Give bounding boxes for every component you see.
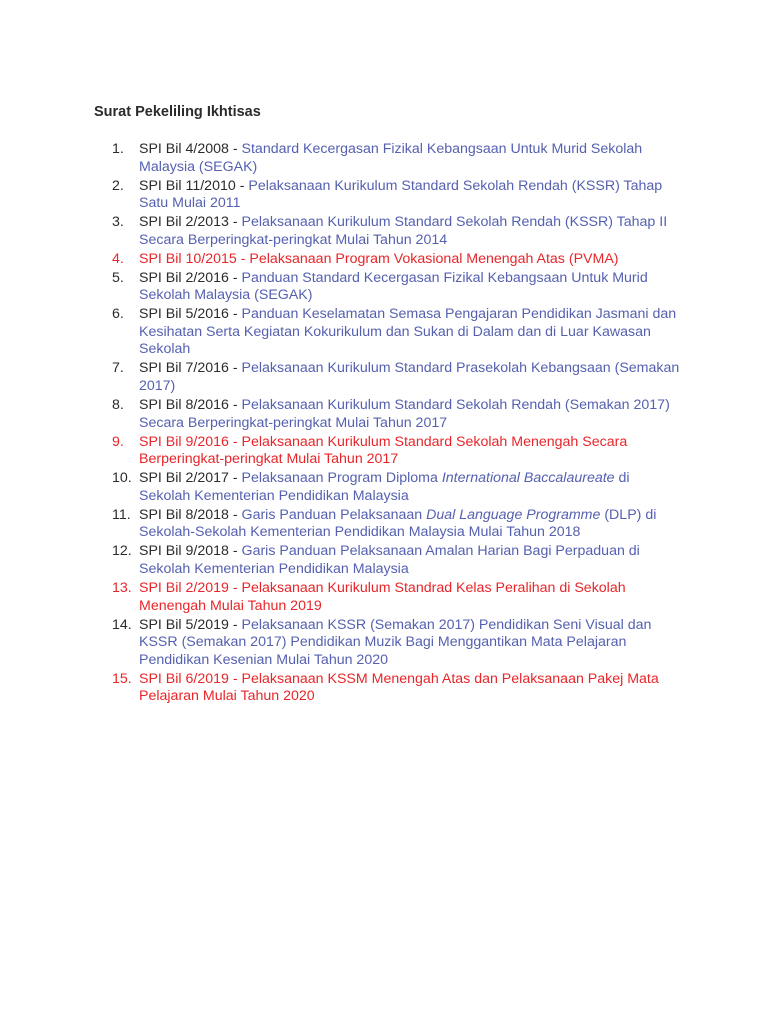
document-title: Surat Pekeliling Ikhtisas [94, 104, 261, 120]
title-text: Pelaksanaan Kurikulum Standard Sekolah Rendah (Semakan 2017) Secara Berperingkat-peringkat Mulai Tahun 2017 [139, 397, 670, 431]
circular-reference: SPI Bil 2/2017 - [139, 470, 242, 487]
circular-list-item [112, 141, 682, 176]
circular-list-item [112, 617, 682, 670]
list-item-number: 10. [112, 470, 132, 487]
list-item-number: 14. [112, 616, 132, 633]
title-text: Garis Panduan Pelaksanaan Amalan Harian Bagi Perpaduan di Sekolah Kementerian Pendidikan Malaysia [139, 543, 640, 577]
circular-list-item [112, 270, 682, 305]
circular-reference: SPI Bil 2/2019 - [139, 579, 242, 596]
italic-term: Dual Language Programme [426, 506, 601, 523]
list-item-number: 1. [112, 141, 124, 157]
title-text: Pelaksanaan KSSM Menengah Atas dan Pelaksanaan Pakej Mata Pelajaran Mulai Tahun 2020 [139, 670, 659, 705]
circular-list-item [112, 507, 682, 542]
circular-reference: SPI Bil 9/2016 - [139, 433, 242, 450]
circular-reference: SPI Bil 6/2019 - [139, 670, 242, 687]
circular-reference: SPI Bil 11/2010 - [139, 177, 249, 194]
title-text: Panduan Keselamatan Semasa Pengajaran Pendidikan Jasmani dan Kesihatan Serta Kegiatan Kokurikulum dan Sukan di Dalam dan di Luar Kawasan Sekolah [139, 306, 677, 358]
circular-reference: SPI Bil 10/2015 - [139, 250, 250, 267]
circular-list-item [112, 306, 682, 359]
circular-list-item [112, 397, 682, 432]
circular-reference: SPI Bil 2/2016 - [139, 269, 242, 286]
title-text: Pelaksanaan Kurikulum Standrad Kelas Peralihan di Sekolah Menengah Mulai Tahun 2019 [139, 579, 626, 614]
circular-reference: SPI Bil 9/2018 - [139, 543, 242, 560]
list-item-number: 15. [112, 670, 132, 687]
title-text: Pelaksanaan KSSR (Semakan 2017) Pendidikan Seni Visual dan KSSR (Semakan 2017) Pendidikan Muzik Bagi Menggantikan Mata Pelajaran Pendidikan Kesenian Mulai Tahun 2020 [139, 616, 652, 668]
title-text: Panduan Standard Kecergasan Fizikal Kebangsaan Untuk Murid Sekolah Malaysia (SEGAK) [139, 269, 648, 304]
circular-list-item [112, 580, 682, 615]
list-item-number: 2. [112, 177, 124, 194]
italic-term: International Baccalaureate [441, 470, 615, 487]
title-text: Pelaksanaan Kurikulum Standard Prasekolah Kebangsaan (Semakan 2017) [139, 360, 680, 395]
title-text: Standard Kecergasan Fizikal Kebangsaan Untuk Murid Sekolah Malaysia (SEGAK) [139, 141, 643, 175]
title-text: Garis Panduan Pelaksanaan [241, 506, 427, 523]
circular-list [112, 141, 682, 707]
title-text: Pelaksanaan Program Diploma [241, 470, 442, 487]
circular-list-item [112, 214, 682, 249]
title-text: Pelaksanaan Kurikulum Standard Sekolah Rendah (KSSR) Tahap II Secara Berperingkat-peringkat Mulai Tahun 2014 [139, 214, 668, 248]
circular-reference: SPI Bil 5/2016 - [139, 306, 242, 323]
circular-reference: SPI Bil 4/2008 - [139, 141, 242, 157]
list-item-number: 4. [112, 250, 124, 267]
list-item-number: 3. [112, 214, 124, 231]
circular-title-link[interactable] [249, 251, 618, 267]
list-item-number: 12. [112, 543, 132, 560]
list-item-number: 8. [112, 397, 124, 414]
circular-list-item [112, 178, 682, 213]
circular-reference: SPI Bil 5/2019 - [139, 616, 242, 633]
circular-list-item [112, 434, 682, 469]
list-item-number: 13. [112, 579, 132, 596]
circular-list-item [112, 251, 682, 269]
circular-reference: SPI Bil 2/2013 - [139, 214, 242, 231]
circular-reference: SPI Bil 8/2018 - [139, 506, 242, 523]
list-item-number: 6. [112, 306, 124, 323]
title-text: Pelaksanaan Kurikulum Standard Sekolah Rendah (KSSR) Tahap Satu Mulai 2011 [139, 177, 663, 212]
circular-list-item [112, 671, 682, 706]
list-item-number: 5. [112, 269, 124, 286]
list-item-number: 9. [112, 433, 124, 450]
circular-reference: SPI Bil 7/2016 - [139, 360, 242, 377]
list-item-number: 11. [112, 506, 131, 523]
title-text: Pelaksanaan Program Vokasional Menengah Atas (PVMA) [249, 250, 619, 267]
circular-reference: SPI Bil 8/2016 - [139, 397, 242, 414]
circular-list-item [112, 470, 682, 505]
circular-list-item [112, 360, 682, 395]
circular-list-item [112, 543, 682, 578]
title-text: Pelaksanaan Kurikulum Standard Sekolah Menengah Secara Berperingkat-peringkat Mulai Tahun 2017 [139, 433, 628, 468]
title-text: di Sekolah Kementerian Pendidikan Malaysia [139, 470, 630, 504]
list-item-number: 7. [112, 360, 124, 377]
title-text: (DLP) di Sekolah-Sekolah Kementerian Pendidikan Malaysia Mulai Tahun 2018 [139, 506, 657, 541]
